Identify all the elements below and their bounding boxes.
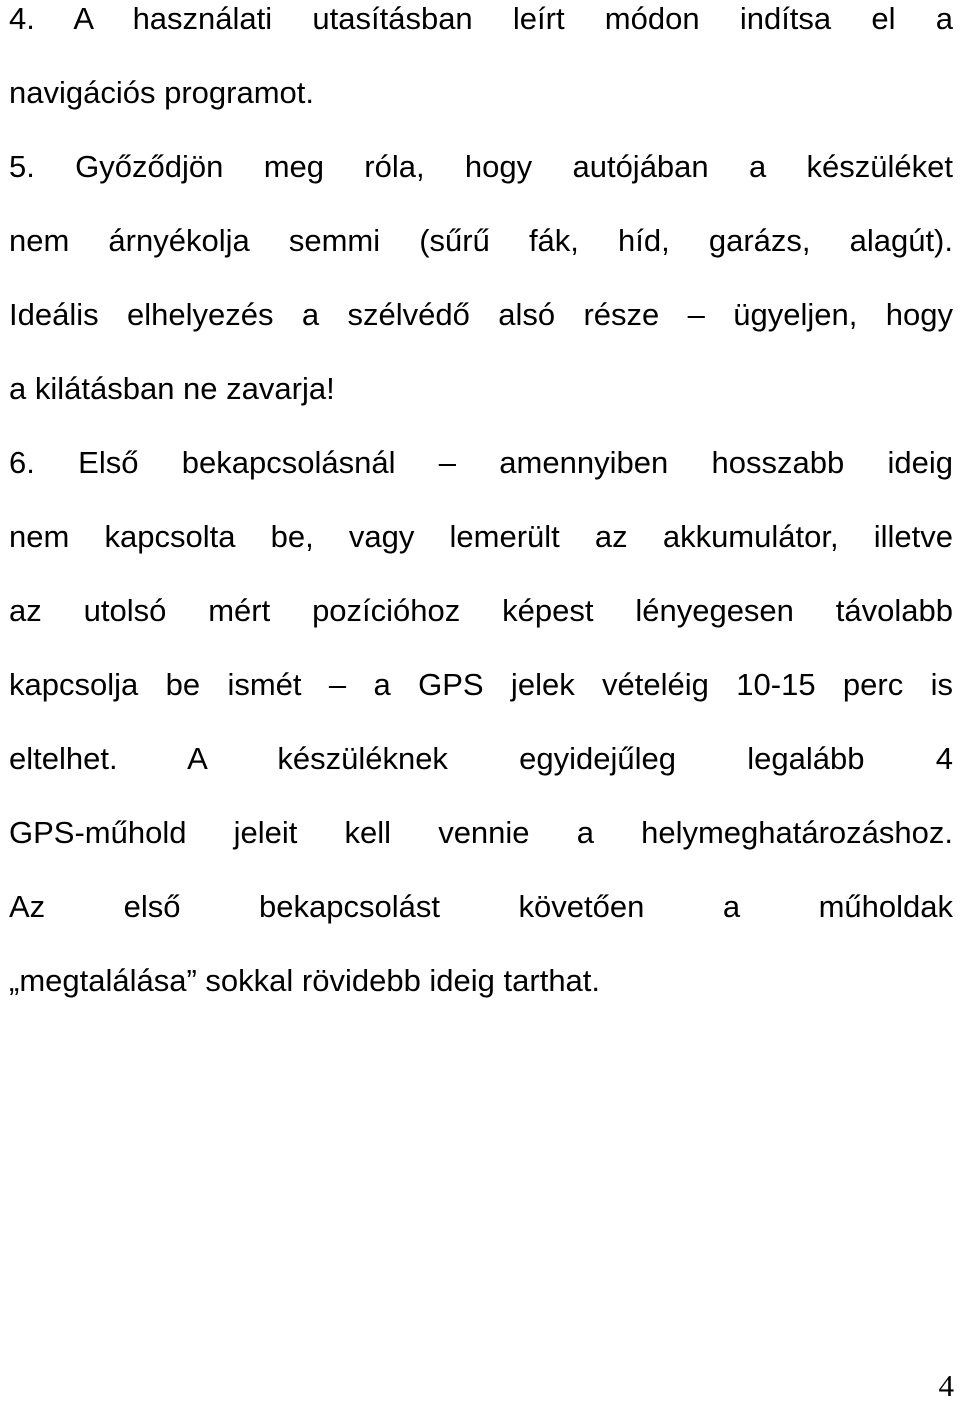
text-line: „megtalálása” sokkal rövidebb ideig tarthat. <box>9 963 601 998</box>
paragraph-step-5 <box>9 130 953 426</box>
paragraph-step-6 <box>9 426 953 1018</box>
text-line: kapcsolja be ismét – a GPS jelek vételéig 10-15 perc is <box>9 667 953 702</box>
text-line: Ideális elhelyezés a szélvédő alsó része – ügyeljen, hogy <box>9 297 953 332</box>
text-line: nem kapcsolta be, vagy lemerült az akkumulátor, illetve <box>9 519 953 554</box>
document-body <box>9 0 953 1018</box>
text-line: az utolsó mért pozícióhoz képest lényegesen távolabb <box>9 593 953 628</box>
text-line: 5. Győződjön meg róla, hogy autójában a készüléket <box>9 149 953 184</box>
text-line: GPS-műhold jeleit kell vennie a helymeghatározáshoz. <box>9 815 953 850</box>
text-line: a kilátásban ne zavarja! <box>9 371 335 406</box>
page-number: 4 <box>938 1368 954 1403</box>
text-line: eltelhet. A készüléknek egyidejűleg legalább 4 <box>9 741 953 776</box>
paragraph-step-4 <box>9 0 953 130</box>
text-line: nem árnyékolja semmi (sűrű fák, híd, garázs, alagút). <box>9 223 953 258</box>
text-line: 6. Első bekapcsolásnál – amennyiben hosszabb ideig <box>9 445 953 480</box>
text-line: 4. A használati utasításban leírt módon indítsa el a <box>9 1 953 36</box>
text-line: navigációs programot. <box>9 75 314 110</box>
text-line: Az első bekapcsolást követően a műholdak <box>9 889 953 924</box>
